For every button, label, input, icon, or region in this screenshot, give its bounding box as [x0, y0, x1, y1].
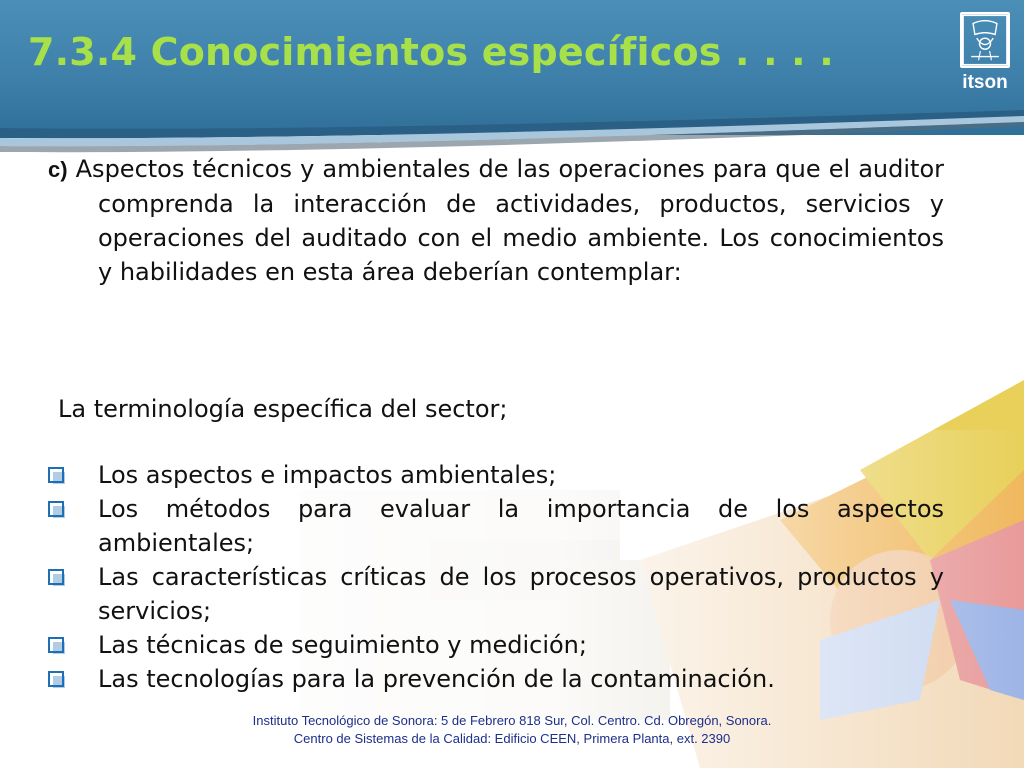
checkbox-square-icon — [48, 501, 66, 519]
list-item — [48, 628, 944, 662]
bullet-list — [48, 458, 944, 696]
list-item — [48, 662, 944, 696]
list-item — [48, 560, 944, 628]
footer-address: Instituto Tecnológico de Sonora: 5 de Febrero 818 Sur, Col. Centro. Cd. Obregón, Sonora. — [252, 713, 772, 728]
list-item-text: Las técnicas de seguimiento y medición; — [98, 631, 587, 659]
slide-title: 7.3.4 Conocimientos específicos . . . . — [28, 30, 834, 74]
list-item — [48, 492, 944, 560]
checkbox-square-icon — [48, 671, 66, 689]
checkbox-square-icon — [48, 467, 66, 485]
itson-emblem-icon — [960, 12, 1010, 68]
terminology-line: La terminología específica del sector; — [58, 395, 508, 423]
logo-text: itson — [962, 72, 1008, 93]
item-label: c) — [48, 157, 68, 182]
footer-department: Centro de Sistemas de la Calidad: Edificio CEEN, Primera Planta, ext. 2390 — [293, 731, 731, 746]
footer — [0, 712, 1024, 748]
list-item-text: Los aspectos e impactos ambientales; — [98, 461, 557, 489]
checkbox-square-icon — [48, 637, 66, 655]
intro-paragraph — [48, 152, 944, 289]
list-item-text: Las tecnologías para la prevención de la contaminación. — [98, 665, 775, 693]
list-item-text: Los métodos para evaluar la importancia de los aspectos ambientales; — [98, 495, 944, 557]
list-item — [48, 458, 944, 492]
intro-text: Aspectos técnicos y ambientales de las operaciones para que el auditor comprenda la interacción de actividades, productos, servicios y operaciones del auditado con el medio ambiente. Los conocimientos y habilidades en esta área deberían contemplar: — [75, 155, 944, 286]
itson-logo — [952, 12, 1018, 98]
checkbox-square-icon — [48, 569, 66, 587]
list-item-text: Las características críticas de los procesos operativos, productos y servicios; — [98, 563, 944, 625]
